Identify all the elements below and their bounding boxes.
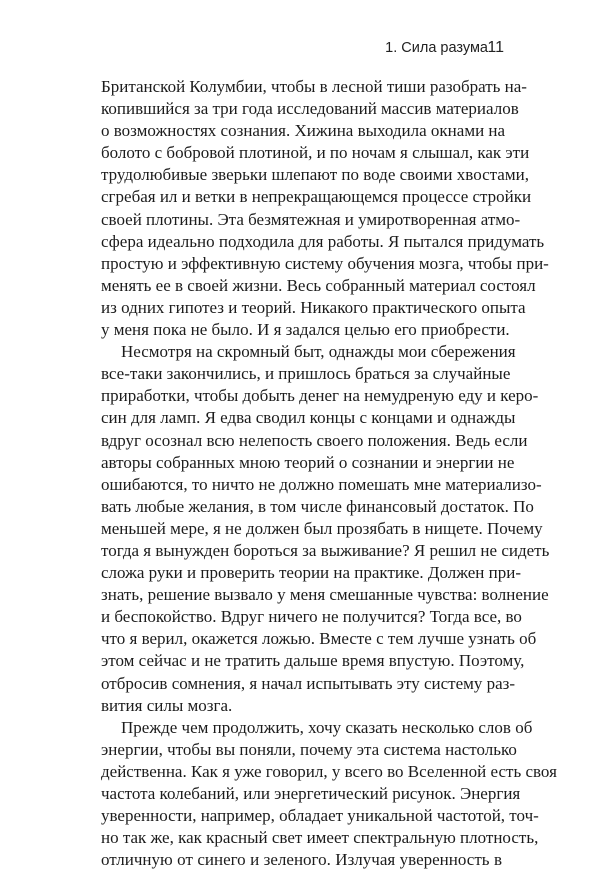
text-line: энергии, чтобы вы поняли, почему эта система настолько	[101, 739, 517, 759]
paragraph	[101, 717, 557, 871]
text-line: сложа руки и проверить теории на практике. Должен при-	[101, 563, 522, 583]
text-line: вития силы мозга.	[101, 695, 233, 715]
text-line: о возможностях сознания. Хижина выходила окнами на	[101, 121, 506, 141]
text-line: из одних гипотез и теорий. Никакого практического опыта	[101, 297, 526, 317]
text-line: этом сейчас и не тратить дальше время впустую. Поэтому,	[101, 651, 525, 671]
text-line: трудолюбивые зверьки шлепают по воде своими хвостами,	[101, 165, 529, 185]
text-line: и беспокойство. Вдруг ничего не получится? Тогда все, во	[101, 607, 522, 627]
text-line: вдруг осознал всю нелепость своего положения. Ведь если	[101, 430, 528, 450]
text-line: Несмотря на скромный быт, однажды мои сбережения	[121, 342, 516, 362]
text-line: что я верил, окажется ложью. Вместе с тем лучше узнать об	[101, 629, 537, 649]
text-line: знать, решение вызвало у меня смешанные чувства: волнение	[101, 585, 549, 605]
text-line: ошибаются, то ничто не должно помешать мне материализо-	[101, 474, 542, 494]
text-line: тогда я вынужден бороться за выживание? Я решил не сидеть	[101, 540, 550, 560]
text-line: сфера идеально подходила для работы. Я пытался придумать	[101, 231, 545, 251]
text-line: Прежде чем продолжить, хочу сказать несколько слов об	[121, 717, 533, 737]
text-line: сгребая ил и ветки в непрекращающемся процессе стройки	[101, 187, 532, 207]
text-line: вать любые желания, в том числе финансовый достаток. По	[101, 496, 534, 516]
text-line: все-таки закончились, и пришлось браться за случайные	[101, 364, 511, 384]
page-number: 11	[487, 39, 504, 56]
body-text	[101, 76, 557, 871]
text-line: отличную от синего и зеленого. Излучая уверенность в	[101, 850, 502, 870]
text-line: частота колебаний, или энергетический рисунок. Энергия	[101, 784, 521, 803]
text-line: своей плотины. Эта безмятежная и умиротворенная атмо-	[101, 209, 521, 229]
paragraph	[101, 341, 550, 717]
text-line: менять ее в своей жизни. Весь собранный материал состоял	[101, 275, 536, 295]
text-line: простую и эффективную систему обучения мозга, чтобы при-	[101, 253, 549, 273]
text-line: у меня пока не было. И я задался целью его приобрести.	[101, 320, 510, 340]
text-line: действенна. Как я уже говорил, у всего во Вселенной есть своя	[101, 761, 557, 781]
text-line: приработки, чтобы добыть денег на немудреную еду и керо-	[101, 386, 539, 406]
text-line: меньшей мере, я не должен был прозябать в нищете. Почему	[101, 518, 543, 538]
text-line: син для ламп. Я едва сводил концы с концами и однажды	[101, 408, 516, 428]
text-line: отбросив сомнения, я начал испытывать эту систему раз-	[101, 673, 516, 693]
text-line: уверенности, например, обладает уникальной частотой, точ-	[101, 806, 539, 826]
text-line: копившийся за три года исследований массив материалов	[101, 99, 519, 119]
page-header	[0, 38, 600, 58]
paragraph	[101, 76, 549, 341]
running-head: 1. Сила разума	[385, 40, 488, 56]
text-line: авторы собранных мною теорий о сознании и энергии не	[101, 452, 515, 472]
text-line: болото с бобровой плотиной, и по ночам я слышал, как эти	[101, 143, 530, 163]
text-line: но так же, как красный свет имеет спектральную плотность,	[101, 828, 539, 848]
text-line: Британской Колумбии, чтобы в лесной тиши разобрать на-	[101, 77, 527, 96]
